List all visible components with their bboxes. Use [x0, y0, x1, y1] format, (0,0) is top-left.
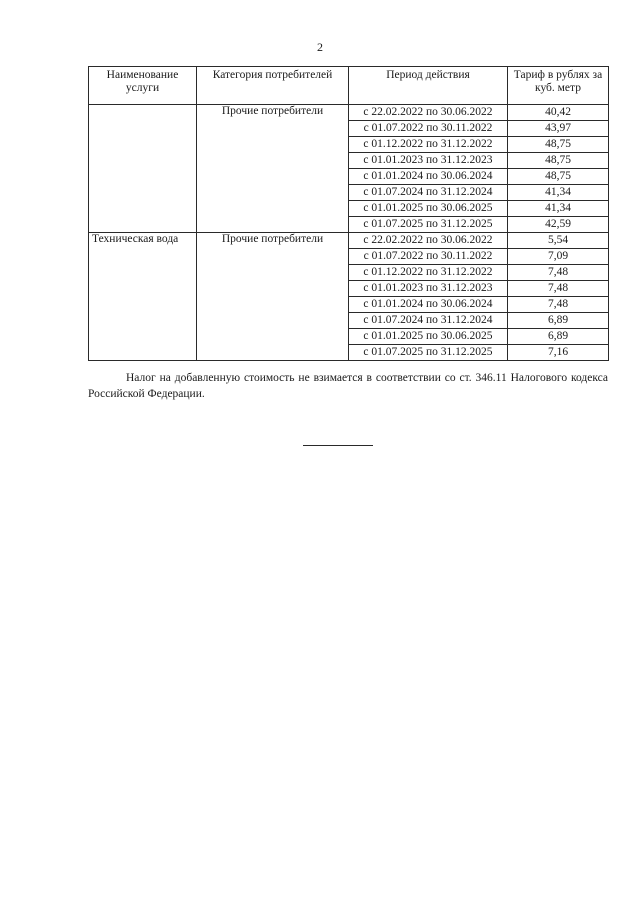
tariff-table — [88, 66, 609, 361]
tariff-cell: 7,09 — [508, 249, 609, 265]
service-name-cell — [89, 105, 197, 233]
period-cell: с 22.02.2022 по 30.06.2022 — [349, 105, 508, 121]
tariff-cell: 6,89 — [508, 329, 609, 345]
period-cell: с 01.07.2025 по 31.12.2025 — [349, 345, 508, 361]
period-cell: с 01.01.2025 по 30.06.2025 — [349, 329, 508, 345]
period-cell: с 01.12.2022 по 31.12.2022 — [349, 265, 508, 281]
tariff-cell: 40,42 — [508, 105, 609, 121]
tariff-cell: 48,75 — [508, 169, 609, 185]
tariff-cell: 41,34 — [508, 185, 609, 201]
period-cell: с 01.07.2024 по 31.12.2024 — [349, 185, 508, 201]
period-cell: с 01.12.2022 по 31.12.2022 — [349, 137, 508, 153]
period-cell: с 01.01.2023 по 31.12.2023 — [349, 153, 508, 169]
period-cell: с 01.01.2024 по 30.06.2024 — [349, 297, 508, 313]
period-cell: с 01.07.2024 по 31.12.2024 — [349, 313, 508, 329]
header-period: Период действия — [349, 67, 508, 105]
tariff-cell: 42,59 — [508, 217, 609, 233]
period-cell: с 01.01.2023 по 31.12.2023 — [349, 281, 508, 297]
period-cell: с 01.07.2022 по 30.11.2022 — [349, 249, 508, 265]
page-number: 2 — [317, 40, 323, 54]
table-header-row — [89, 67, 609, 105]
tariff-cell: 41,34 — [508, 201, 609, 217]
period-cell: с 22.02.2022 по 30.06.2022 — [349, 233, 508, 249]
period-cell: с 01.01.2025 по 30.06.2025 — [349, 201, 508, 217]
table-row — [89, 233, 609, 249]
consumer-category-cell: Прочие потребители — [197, 105, 349, 233]
tariff-cell: 48,75 — [508, 153, 609, 169]
period-cell: с 01.01.2024 по 30.06.2024 — [349, 169, 508, 185]
tariff-table-body — [89, 105, 609, 361]
tariff-cell: 43,97 — [508, 121, 609, 137]
table-row — [89, 105, 609, 121]
tariff-cell: 48,75 — [508, 137, 609, 153]
tariff-cell: 5,54 — [508, 233, 609, 249]
tariff-cell: 7,48 — [508, 265, 609, 281]
tariff-cell: 7,16 — [508, 345, 609, 361]
consumer-category-cell: Прочие потребители — [197, 233, 349, 361]
end-of-document-rule — [303, 445, 373, 446]
header-category: Категория потребителей — [197, 67, 349, 105]
tariff-cell: 7,48 — [508, 297, 609, 313]
service-name-cell: Техническая вода — [89, 233, 197, 361]
header-tariff: Тариф в рублях за куб. метр — [508, 67, 609, 105]
tariff-cell: 6,89 — [508, 313, 609, 329]
header-service: Наименование услуги — [89, 67, 197, 105]
tax-note: Налог на добавленную стоимость не взимается в соответствии со ст. 346.11 Налогового кодекса Российской Федерации. — [88, 372, 608, 400]
tariff-cell: 7,48 — [508, 281, 609, 297]
period-cell: с 01.07.2022 по 30.11.2022 — [349, 121, 508, 137]
period-cell: с 01.07.2025 по 31.12.2025 — [349, 217, 508, 233]
